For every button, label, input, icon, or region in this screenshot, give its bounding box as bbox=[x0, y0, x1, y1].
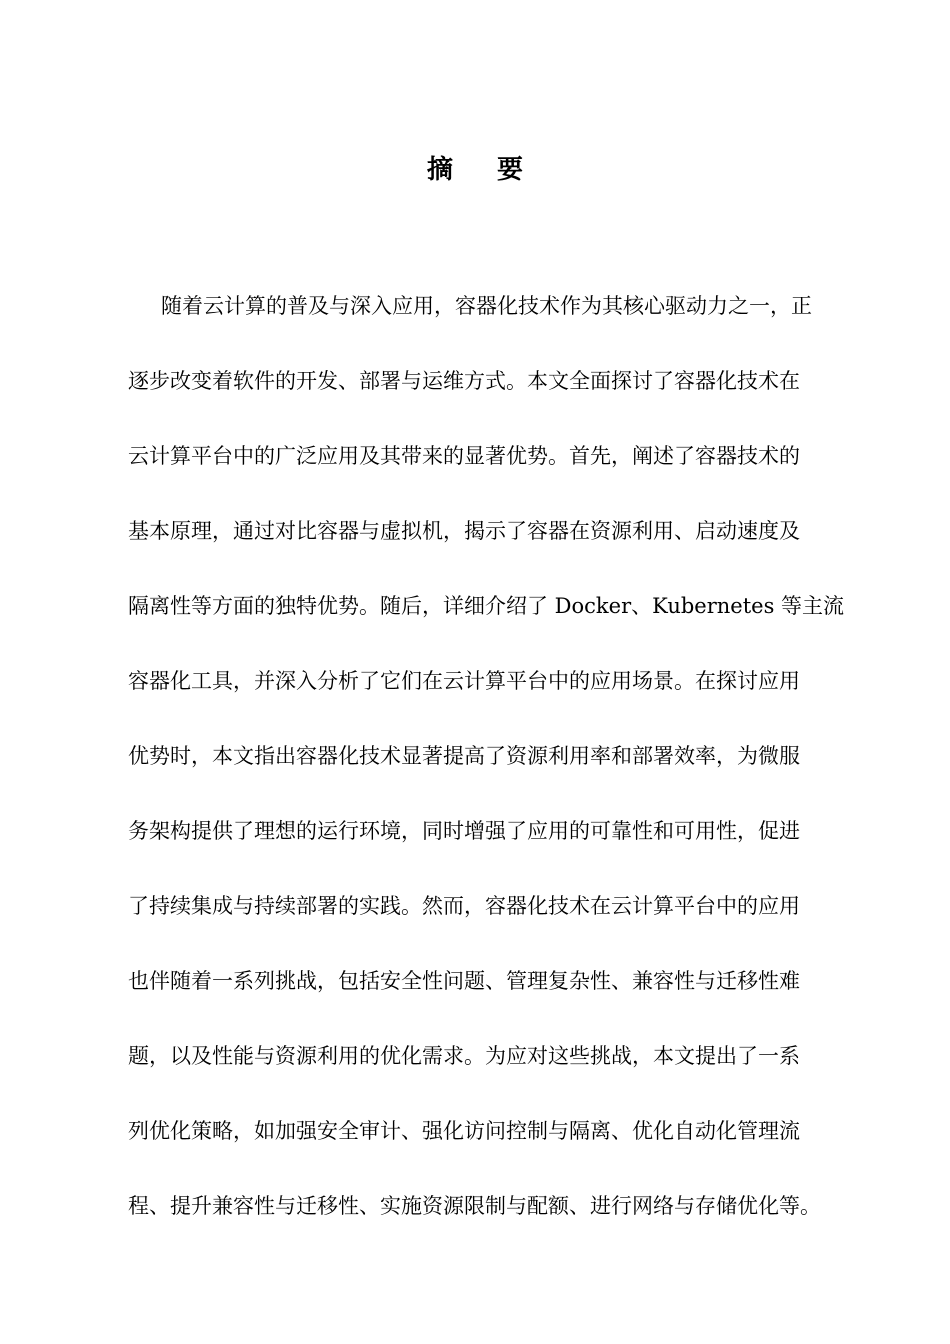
title-char-1: 摘 bbox=[426, 155, 453, 185]
abstract-line-2: 逐步改变着软件的开发、部署与运维方式。本文全面探讨了容器化技术在 bbox=[128, 369, 800, 393]
abstract-line-4: 基本原理，通过对比容器与虚拟机，揭示了容器在资源利用、启动速度及 bbox=[128, 519, 800, 543]
abstract-line-8: 务架构提供了理想的运行环境，同时增强了应用的可靠性和可用性，促进 bbox=[128, 819, 800, 843]
abstract-line-11: 题，以及性能与资源利用的优化需求。为应对这些挑战，本文提出了一系 bbox=[128, 1044, 800, 1068]
abstract-line-6: 容器化工具，并深入分析了它们在云计算平台中的应用场景。在探讨应用 bbox=[128, 669, 800, 693]
abstract-line-9: 了持续集成与持续部署的实践。然而，容器化技术在云计算平台中的应用 bbox=[128, 894, 800, 918]
abstract-line-10: 也伴随着一系列挑战，包括安全性问题、管理复杂性、兼容性与迁移性难 bbox=[128, 969, 800, 993]
title-char-2: 要 bbox=[497, 155, 524, 185]
page-title bbox=[0, 150, 950, 190]
abstract-line-3: 云计算平台中的广泛应用及其带来的显著优势。首先，阐述了容器技术的 bbox=[128, 444, 800, 468]
abstract-body bbox=[128, 287, 858, 1262]
abstract-line-13: 程、提升兼容性与迁移性、实施资源限制与配额、进行网络与存储优化等。 bbox=[128, 1194, 821, 1218]
abstract-line-12: 列优化策略，如加强安全审计、强化访问控制与隔离、优化自动化管理流 bbox=[128, 1119, 800, 1143]
abstract-line-5: 隔离性等方面的独特优势。随后，详细介绍了 Docker、Kubernetes 等主流 bbox=[128, 594, 845, 618]
abstract-line-7: 优势时，本文指出容器化技术显著提高了资源利用率和部署效率，为微服 bbox=[128, 744, 800, 768]
abstract-line-1: 随着云计算的普及与深入应用，容器化技术作为其核心驱动力之一，正 bbox=[161, 294, 812, 318]
